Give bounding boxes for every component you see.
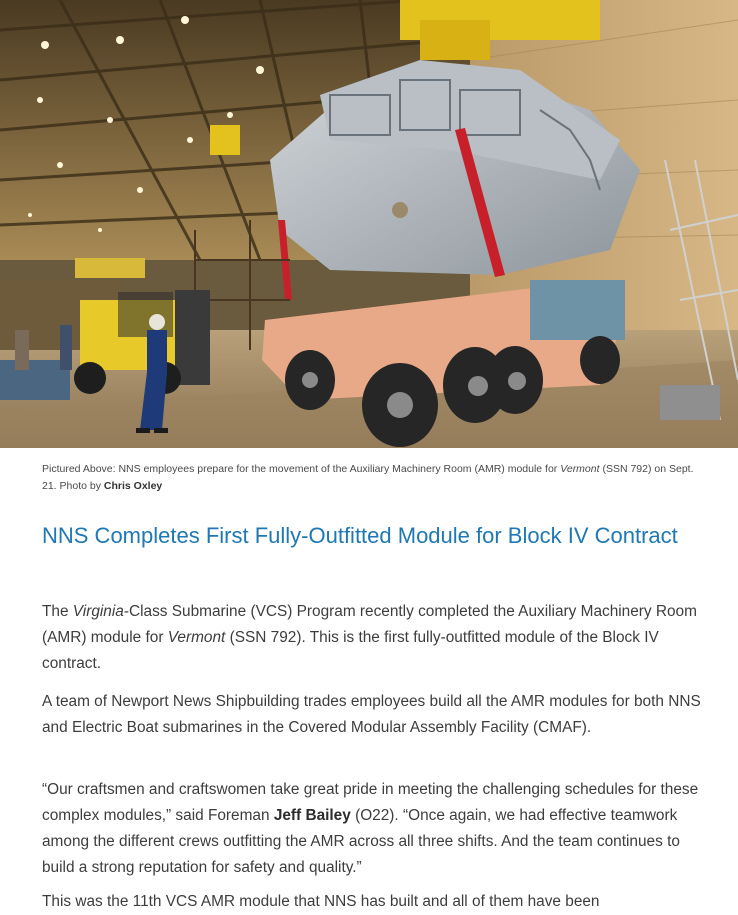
p1-part2: -Class Submarine (VCS) Program recently completed the Auxiliary Machinery Room (AMR) module for (42, 603, 697, 646)
article-paragraph-1 (42, 599, 702, 677)
photo-caption (42, 461, 702, 495)
article-paragraph-3 (42, 777, 702, 881)
p1-italic2: Vermont (167, 629, 226, 646)
p3-part2: (O22). “Once again, we had effective teamwork among the different crews outfitting the AMR across all three shifts. And the team continues to build a strong reputation for safety and quality.” (42, 807, 680, 876)
caption-middle: (SSN 792) on Sept. 21. Photo by (42, 463, 694, 492)
shipyard-module-photo-icon (0, 0, 738, 448)
article-paragraph-4: This was the 11th VCS AMR module that NNS has built and all of them have been (42, 893, 600, 910)
p3-part1: “Our craftsmen and craftswomen take great pride in meeting the challenging schedules for these complex modules,” said Foreman (42, 781, 699, 824)
caption-boat-name: Vermont (560, 463, 600, 475)
p1-italic1: Virginia (72, 603, 124, 620)
article-paragraph-2: A team of Newport News Shipbuilding trades employees build all the AMR modules for both NNS and Electric Boat submarines in the Covered Modular Assembly Facility (CMAF). (42, 693, 701, 736)
p1-part1: The (42, 603, 73, 620)
hero-photo (0, 0, 738, 448)
caption-prefix: Pictured Above: NNS employees prepare for the movement of the Auxiliary Machinery Room (AMR) module for (42, 463, 561, 475)
p3-name: Jeff Bailey (273, 807, 351, 824)
caption-photographer: Chris Oxley (103, 480, 163, 492)
article-headline: NNS Completes First Fully-Outfitted Module for Block IV Contract (42, 523, 678, 548)
p1-part3: (SSN 792). This is the first fully-outfitted module of the Block IV contract. (42, 629, 659, 672)
